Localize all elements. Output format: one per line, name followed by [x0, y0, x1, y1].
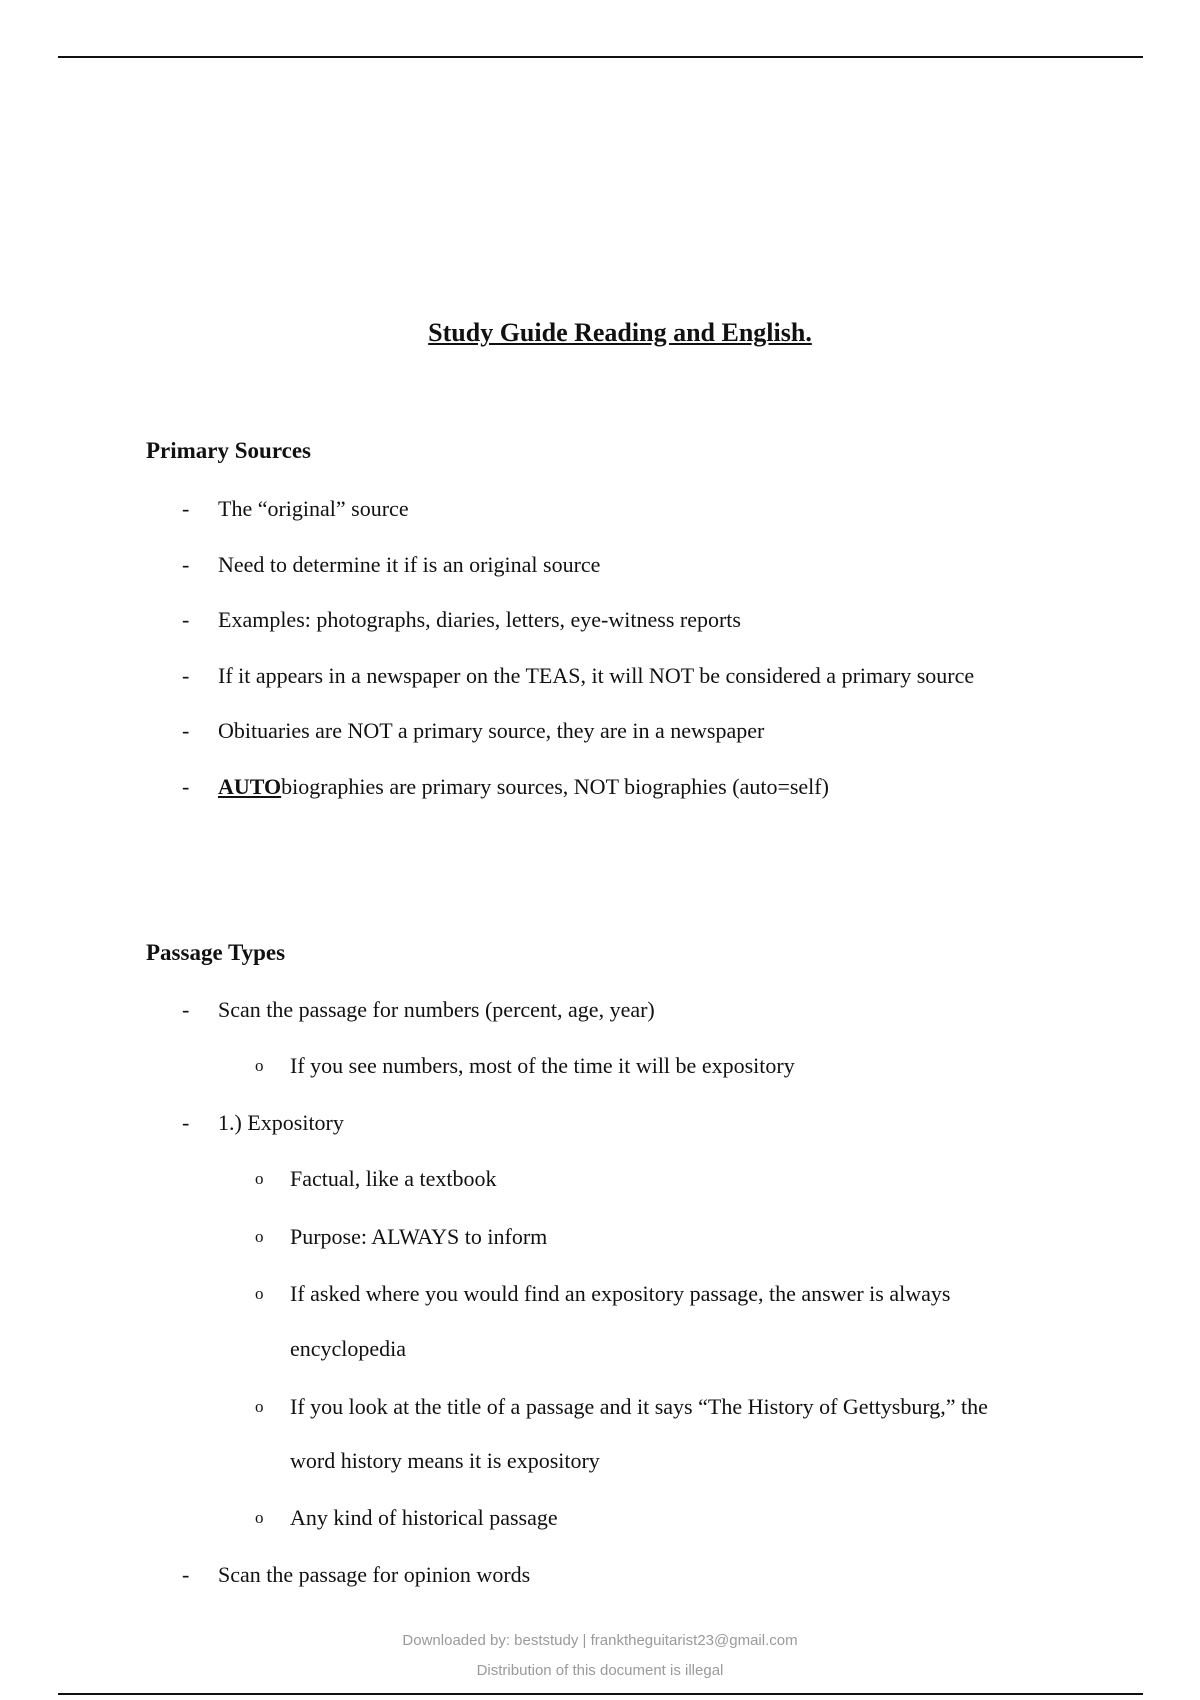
top-rule — [58, 56, 1143, 58]
auto-emphasis: AUTO — [218, 774, 282, 799]
dash-marker: - — [182, 1562, 190, 1587]
document-title: Study Guide Reading and English. — [428, 318, 812, 347]
dash-marker: - — [182, 718, 190, 743]
circle-marker: o — [255, 1056, 264, 1075]
sub-list-item-continued: word history means it is expository — [290, 1448, 600, 1473]
circle-marker: o — [255, 1397, 264, 1416]
dash-marker: - — [182, 1110, 190, 1135]
footer-distribution-notice: Distribution of this document is illegal — [476, 1662, 724, 1679]
section-heading-primary-sources: Primary Sources — [146, 438, 312, 463]
section-heading-passage-types: Passage Types — [146, 940, 286, 965]
circle-marker: o — [255, 1169, 264, 1188]
footer-downloaded-by: Downloaded by: beststudy | franktheguitarist23@gmail.com — [402, 1632, 798, 1649]
bottom-rule — [58, 1693, 1143, 1695]
circle-marker: o — [255, 1508, 264, 1527]
dash-marker: - — [182, 997, 190, 1022]
dash-marker: - — [182, 663, 190, 688]
dash-marker: - — [182, 496, 190, 521]
dash-marker: - — [182, 607, 190, 632]
circle-marker: o — [255, 1227, 264, 1246]
dash-marker: - — [182, 774, 190, 799]
dash-marker: - — [182, 552, 190, 577]
circle-marker: o — [255, 1284, 264, 1303]
sub-list-item-continued: encyclopedia — [290, 1336, 407, 1361]
